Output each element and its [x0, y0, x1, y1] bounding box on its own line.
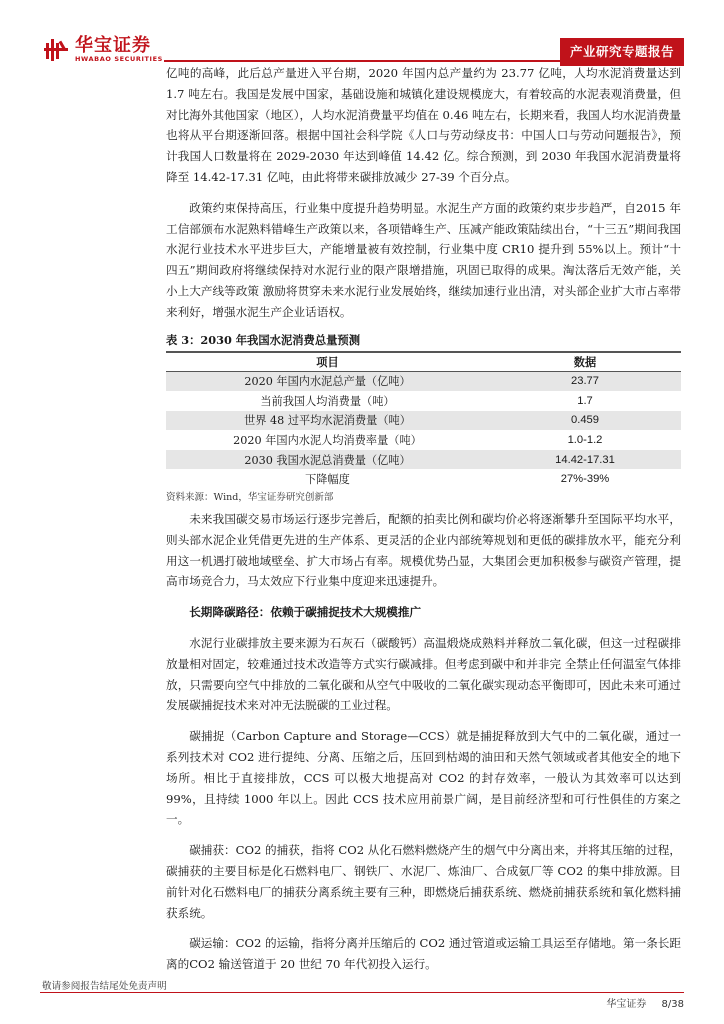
paragraph-ccs-definition: 碳捕捉（Carbon Capture and Storage—CCS）就是捕捉释放到大气中的二氧化碳，通过一系列技术对 CO2 进行提纯、分离、压缩之后，压回到枯竭的油田和天然气领域或者其他安全的地下场所。相比于直接排放，CCS 可以极大地提高对 CO2 的封存效率，一般认为其效率可以达到 99%，且持续 1000 年以上。因此 CCS 技术应用前景广阔，是目前经济型和可行性俱佳的方案之一。 — [166, 729, 681, 827]
footer-company: 华宝证券 — [606, 999, 647, 1010]
body-top — [166, 63, 681, 323]
table-row — [166, 430, 681, 450]
table-row — [166, 372, 681, 392]
brand-name-cn: 华宝证券 — [75, 35, 151, 56]
page-header — [0, 0, 724, 68]
table-row — [166, 450, 681, 470]
consumption-forecast-table — [166, 351, 681, 490]
header-divider — [164, 60, 560, 62]
footer-disclaimer: 敬请参阅报告结尾处免责声明 — [42, 981, 167, 992]
body-bottom — [166, 509, 681, 975]
brand-logo — [44, 36, 163, 63]
report-type-tag: 产业研究专题报告 — [560, 38, 684, 66]
row-value: 1.0-1.2 — [489, 430, 681, 450]
footer-divider — [40, 992, 684, 993]
paragraph-cement-consumption: 亿吨的高峰，此后总产量进入平台期，2020 年国内总产量约为 23.77 亿吨，人均水泥消费量达到 1.7 吨左右。我国是发展中国家，基础设施和城镇化建设规模庞大，有着较高的水泥表观消费量，但对比海外其他国家（地区），人均水泥消费量平均值在 0.46 吨左右，长期来看，我国人均水泥消费量也将从平台期逐渐回落。根据中国社会科学院《人口与劳动绿皮书：中国人口与劳动问题报告》，预计我国人口数量将在 2029-2030 年达到峰值 14.42 亿。综合预测，到 2030 年我国水泥消费量将降至 14.42-17.31 亿吨，由此将带来碳排放减少 27-39 个百分点。 — [166, 66, 681, 184]
row-item: 2030 我国水泥总消费量（亿吨） — [166, 450, 489, 470]
section-heading-ccs: 长期降碳路径：依赖于碳捕捉技术大规模推广 — [189, 605, 422, 620]
row-value: 23.77 — [489, 372, 681, 392]
paragraph-cement-emission: 水泥行业碳排放主要来源为石灰石（碳酸钙）高温煅烧成熟料并释放二氧化碳，但这一过程碳排放量相对固定，较难通过技术改造等方式实行碳减排。但考虑到碳中和并非完 全禁止任何温室气体排放，只需要向空气中排放的二氧化碳和从空气中吸收的二氧化碳实现动态平衡即可，因此未来可通过发展碳捕捉技术来对冲无法脱碳的工业过程。 — [166, 635, 681, 713]
row-item: 下降幅度 — [166, 469, 489, 489]
row-item: 2020 年国内水泥人均消费率量（吨） — [166, 430, 489, 450]
paragraph-policy: 政策约束保持高压，行业集中度提升趋势明显。水泥生产方面的政策约束步步趋严，自2015 年工信部颁布水泥熟料错峰生产政策以来，各项错峰生产、压减产能政策陆续出台，“十三五”期间我国水泥行业技术水平进步巨大，产能增量被有效控制，行业集中度 CR10 提升到 55%以上。预计“十四五”期间政府将继续保持对水泥行业的限产限增措施，巩固已取得的成果。淘汰落后无效产能，关小上大产线等政策 激励将贯穿未来水泥行业发展始终，继续加速行业出清，对头部企业扩大市占率带来利好，增强水泥生产企业话语权。 — [166, 200, 681, 319]
page-number: 8/38 — [661, 999, 684, 1010]
header-item: 项目 — [316, 355, 339, 369]
paragraph-carbon-transport: 碳运输：CO2 的运输，指将分离并压缩后的 CO2 通过管道或运输工具运至存储地。第一条长距离的CO2 输送管道于 20 世纪 70 年代初投入运行。 — [166, 936, 681, 972]
paragraph-carbon-capture: 碳捕获：CO2 的捕获，指将 CO2 从化石燃料燃烧产生的烟气中分离出来，并将其压缩的过程，碳捕获的主要目标是化石燃料电厂、钢铁厂、水泥厂、炼油厂、合成氨厂等 CO2 的集中排放源。目前针对化石燃料电厂的捕获分离系统主要有三种，即燃烧后捕获系统、燃烧前捕获系统和氧化燃料捕获系统。 — [166, 843, 681, 920]
table-row — [166, 411, 681, 431]
row-item: 世界 48 过平均水泥消费量（吨） — [166, 411, 489, 431]
table-row — [166, 391, 681, 411]
footer-info — [594, 995, 684, 1010]
table-header-row — [166, 352, 681, 372]
paragraph-carbon-market: 未来我国碳交易市场运行逐步完善后，配额的拍卖比例和碳均价必将逐渐攀升至国际平均水平，则头部水泥企业凭借更先进的生产体系、更灵活的企业内部统筹规划和更低的碳排放水平，能充分利用这一机遇打破地域壁垒、扩大市场占有率。规模优势凸显，大集团会更加积极参与碳资产管理，提高市场竞合力，马太效应下行业集中度迎来迅速提升。 — [166, 512, 681, 589]
row-item: 当前我国人均消费量（吨） — [166, 391, 489, 411]
table-title: 表 3：2030 年我国水泥消费总量预测 — [166, 333, 361, 347]
hwabao-logo-icon — [44, 37, 70, 63]
row-value: 14.42-17.31 — [489, 450, 681, 470]
row-item: 2020 年国内水泥总产量（亿吨） — [166, 372, 489, 392]
brand-name-en: HWABAO SECURITIES — [75, 55, 163, 63]
header-value: 数据 — [573, 357, 597, 369]
table-row — [166, 469, 681, 489]
row-value: 27%-39% — [489, 469, 681, 489]
table-source: 资料来源：Wind，华宝证券研究创新部 — [166, 492, 334, 503]
row-value: 1.7 — [489, 391, 681, 411]
row-value: 0.459 — [489, 411, 681, 431]
